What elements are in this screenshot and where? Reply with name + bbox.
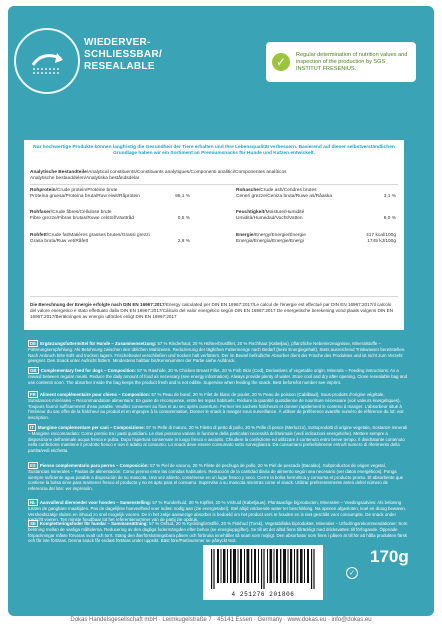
nutrient-value: 0,5 % xyxy=(177,216,190,221)
nutrient-rest: /Crude fibres/Cellulose brute xyxy=(50,210,112,215)
nutrient-name: Energie xyxy=(236,233,254,238)
lang-bold: Aliment complémentaire pour chiens – Composition: xyxy=(39,392,151,397)
barcode-number: 4 251276 201806 xyxy=(231,591,295,598)
nutrient-name: Feuchtigkeit xyxy=(236,210,265,215)
nutrient-rest: /Crude ash/Cendres brutes xyxy=(258,188,317,193)
nutrient-crude-fibres xyxy=(30,210,190,222)
lang-text: 57 % Rawhide, 20 % Chicken Breast Fillet, 20 % Fish Skin (Cod), Derivatives of vegetable origin, Minerals – Feeding instructions: As a reward between regular meals. Reduce the daily amount of food as necessary (see energy information). Always provide plenty of water. Store cool and dry after opening. Close resealable bag and use contents soon. The absorber inside the bag keeps the product fresh and is not edible. Supervise when feeding the snack. Best before/lot number see imprint. xyxy=(28,368,408,385)
lang-block-de xyxy=(28,340,408,364)
lang-code: SE xyxy=(30,521,36,526)
nutrient-crude-fat xyxy=(30,233,190,245)
lang-text: 57 % Rinderhaut, 20 % Hühnerbrustfilet, 20 % Fischhaut (Kabeljau), pflanzliche Nebenerzeugnisse, Mineralstoffe – Fütterungsempfehlung: Als Belohnung zwischen den üblichen Mahlzeiten. Reduzierung der täglichen Futtermenge nach Bedarf (beim Energiegehalt). Stets ausreichend Trinkwasser bereitstellen. Nach Anbruch bitte kühl und trocken lagern. Frischebeutel verschließen und trocken halt verfüttern. Der im Beutel befindliche Absorber dient der Frische des Produktes und ist nicht zum Verzehr geeignet. Den Snack unter Aufsicht füttern. Mindestens haltbar bis/Kennnummer der Partie siehe Aufdruck. xyxy=(28,341,406,364)
lang-text: 57 % Runderhuid, 20 % Kipfilet, 20 % Vishuid (Kabeljauw), Plantaardige bijproducten, Mineralen – Voedingsadvies: Als beloning tussen de gangbare maaltijden. Pas de dagelijkse hoeveelheid voer indien nodig aan (zie energietabel). Stel altijd voldoende water ter beschikking. Na openen afgesloten, koel en droog bewaren. Versheidszakje sluiten en inhoud zo snel mogelijk voeren. De in het zakje aanwezige absorber is bedoeld om het product vers te houden en is niet geschikt voor consumptie. De snack onder toezicht voeren. Ten minste houdbaar tot het referentienummer van de partij zie opdruk. xyxy=(28,500,407,523)
nutrient-line2: Proteína gruesa/Proteína bruta/Ruw eiwit/Råprotein xyxy=(30,194,140,199)
nutrient-moisture xyxy=(236,210,396,222)
lang-code: ES xyxy=(30,463,36,468)
nutrient-line2: Grasa bruta/Ruw vet/Råfett xyxy=(30,239,89,244)
barcode-bars xyxy=(209,549,317,589)
divider xyxy=(30,296,398,297)
nutrient-line2: Fibre grezze/Fibras brutas/Ruwe celstof/Växttråd xyxy=(30,216,134,221)
lang-block-it xyxy=(28,424,408,453)
lang-bold: Aanvullend diervoeder voor honden – Samenstelling: xyxy=(39,500,152,505)
barcode xyxy=(203,545,323,600)
nutrient-value: 2,8 % xyxy=(177,239,190,244)
divider xyxy=(30,184,398,185)
lang-bold: Ergänzungsfuttermittel für Hunde – Zusammensetzung: xyxy=(40,341,157,346)
lang-block-gb xyxy=(28,367,408,385)
nutrient-crude-protein xyxy=(30,188,190,200)
reseal-line: SCHLIESSBAR/ xyxy=(84,49,163,60)
resealable-seal xyxy=(14,28,80,94)
nutrient-name: Rohfaser xyxy=(30,210,51,215)
header-title: Analytische Bestandteile xyxy=(30,170,87,175)
lang-bold: Pienso complementario para perros – Composición: xyxy=(39,463,149,468)
nutrient-name: Rohfett xyxy=(30,233,47,238)
nutrient-energy xyxy=(236,233,396,245)
check-circle-icon: ✓ xyxy=(346,567,358,579)
reseal-line: RESEALABLE xyxy=(84,61,155,72)
intro-text: Nur hochwertige Produkte können langfristig die Gesundheit der Tiere erhalten und Ihre Lebensqualität verbessern. Basierend auf dieser selbstverständlichen Grundlage haben wir ein Sortiment an Premiumsnacks für Hunde und Katzen entwickelt. xyxy=(33,145,395,156)
energy-calculation-note xyxy=(30,302,398,319)
lang-code: IT xyxy=(30,425,34,430)
lang-code: DE xyxy=(30,341,37,346)
nutrient-value: 1745 kJ/100g xyxy=(367,239,396,244)
lang-block-se xyxy=(28,520,412,544)
lang-block-es xyxy=(28,462,408,491)
nutrient-rest: /Crude protein/Protéine brute xyxy=(55,188,118,193)
nutrient-name: Rohasche xyxy=(236,188,259,193)
check-icon: ✓ xyxy=(272,53,290,71)
lang-block-fr xyxy=(28,391,408,420)
nutrient-rest: /Moisture/Humidité xyxy=(264,210,305,215)
resealable-arrow-icon xyxy=(25,39,69,83)
header-line2: Analytische bestanddelen/Analytiska beståndsdelar xyxy=(30,176,140,181)
lang-bold: Mangime complementare per cani – Composizione: xyxy=(37,425,146,430)
nutrient-crude-ash xyxy=(236,188,396,200)
nutrient-line2: Umidità/Humedad/Vocht/Vatten xyxy=(236,216,303,221)
nutrient-rest: /Crude fat/Matières grasses brutes/Grassi grezzi xyxy=(46,233,150,238)
calc-bold: Die Berechnung der Energie erfolgte nach DIN EN 16967:2017 xyxy=(30,302,165,307)
lang-code: NL xyxy=(30,500,36,505)
nutrient-rest: /Energy/Energie/Énergie xyxy=(253,233,306,238)
lang-text: 57 % Peau de bœuf, 20 % Filet de blanc de poulet, 20 % Peau de poisson (Cabillaud), Sous-produits d'origine végétale, Substances minérales – Recommandation alimentaire: En guise de récompense, entre les repas habituels. Réduire la quantité quotidienne de nourriture nécessaire (voir valeurs énergétiques). Toujours fournir suffisamment d'eau potable. Veuillez conserver au frais et au sec après ouverture. Fermer les sachets fraîcheurs et donner rapidement le contenu à manger. L'absorbeur situé à l'intérieur du sac offre de la fraîcheur au produit et en impropre à la consommation. Donner le snack à manger sous surveillance. À utiliser de préférence avant/le numéro de référence du lot: voir inscription. xyxy=(28,392,404,420)
nutrient-value: 8,0 % xyxy=(383,216,396,221)
nutrient-name: Rohprotein xyxy=(30,188,56,193)
manufacturer-footer: Dokas Handelsgesellschaft mbH · Leimkugelstraße 7 · 45141 Essen · Germany · www.dokas.eu · info@dokas.eu xyxy=(70,617,372,623)
nutrient-line2: Energia/Energía/Energie/Energi xyxy=(236,239,304,244)
lang-bold: Kompletteringsfoder för hundar – Sammansättning: xyxy=(39,521,148,526)
inspection-badge xyxy=(266,42,416,82)
resealable-label xyxy=(84,37,162,73)
inspection-text: Regular determination of nutrition values and inspection of the production by SGS INSTITUT FRESENIUS. xyxy=(296,51,408,72)
lang-text: 57 % Pelle di manzo, 20 % Filetto di petto di pollo, 20 % Pelle di pesce (Merluzzo), Sottoprodotti di origine vegetale, Sostanze minerali – Mangime raccomandato: Come premio tra i pasti quotidiani. Le dosi possono variare in funzione della particolari necessità dell'animale (vedi indicazioni energetiche). Mettere sempre a disposizione dell'animale acqua fresca e pulita. Dopo l'apertura conservare in luogo fresco e asciutto. Chiudere la confezione ed utilizzare il contenuto entro breve tempo. Il disidratante contenuto nella confezione mantiene il prodotto fresco e non è adatto al consumo. Lo snack deve essere consumato sotto sorveglianza. Da consumarsi preferibilmente entro/il numero di riferimento della partita/vedi etichetta. xyxy=(28,425,408,453)
reseal-line: WIEDERVER- xyxy=(84,37,151,48)
lang-code: GB xyxy=(30,368,37,373)
lang-text: 57 % Oxhud, 20 % Kycklingbröstfilé, 20 % Fiskhud (Torsk), Vegetabiliska biprodukter, Mineraler – Utfodringsrekommendationer: Som belöning mellan de vanliga måltiderna. Reducering av den dagliga fodermängden efter behov (se energiuppgifter). Se till att det alltid finns tillräckligt med dricksvatten till förfogande. Öppnade förpackningar måste förvaras svalt och torrt. Stäng den återförslutningsbara påsen och förbruka innehållet så snart som möjligt. Den absorbator som finns i påsen är till för att hålla produkten färsk och får inte förtäras. Denna snack får endast förtäras under uppsikt. Bäst före/Partinummer se påtryckt text. xyxy=(28,521,408,544)
nutrient-value: 3,1 % xyxy=(383,194,396,199)
analytical-constituents-header xyxy=(30,170,287,182)
header-rest: /Analytical constituents/Constituants analytiques/Componenti analitici/Componentes analíticos xyxy=(86,170,287,175)
net-weight: 170g xyxy=(370,547,409,566)
nutrient-line2: Ceneri grezze/Ceniza bruta/Ruwe as/Råaska xyxy=(236,194,332,199)
nutrient-value: 417 kcal/100g xyxy=(366,233,396,238)
calc-rest: /Energy calculated per DIN EN 16967:2017/Le calcul de l'énergie est effectué par DIN EN 16967:2017/Il calcolo del valore energetico è stato effettuato dalla DIN EN 16967:2017/Cálculo del valor energético según DIN EN 16967:2017 De energetische berekening vond plaats volgens DIN EN 16967:2017/Beräkningen av energin utfördes enligt DIN EN 16967:2017 xyxy=(30,302,394,319)
lang-bold: Complementary feed for dogs – Composition: xyxy=(40,368,136,373)
nutrient-value: 95,1 % xyxy=(175,194,190,199)
lang-code: FR xyxy=(30,392,36,397)
lang-text: 57 % Piel de vacuno, 20 % Filete de pechuga de pollo, 20 % Piel de pescado (Bacalao), Subproductos de origen vegetal, Sustancias minerales – Pautas de alimentación: Como premio entre las comidas habituales. Reducción de la cantidad diaria de alimento según sea necesario (ver datos energéticos). Ponga siempre suficiente agua potable a disposición de su mascota. Una vez abierto, consérvese en un lugar fresco y seco. Cierre la bolsa hermética y consuma el producto pronto. El absorbente que contiene la bolsa sirve para mantener fresco el producto y no es apto para el consumo. Supervise a su mascota mientras come el snack. Utilizar preferentemente antes del/el número de referencia del lote: ver impresión. xyxy=(28,463,404,491)
